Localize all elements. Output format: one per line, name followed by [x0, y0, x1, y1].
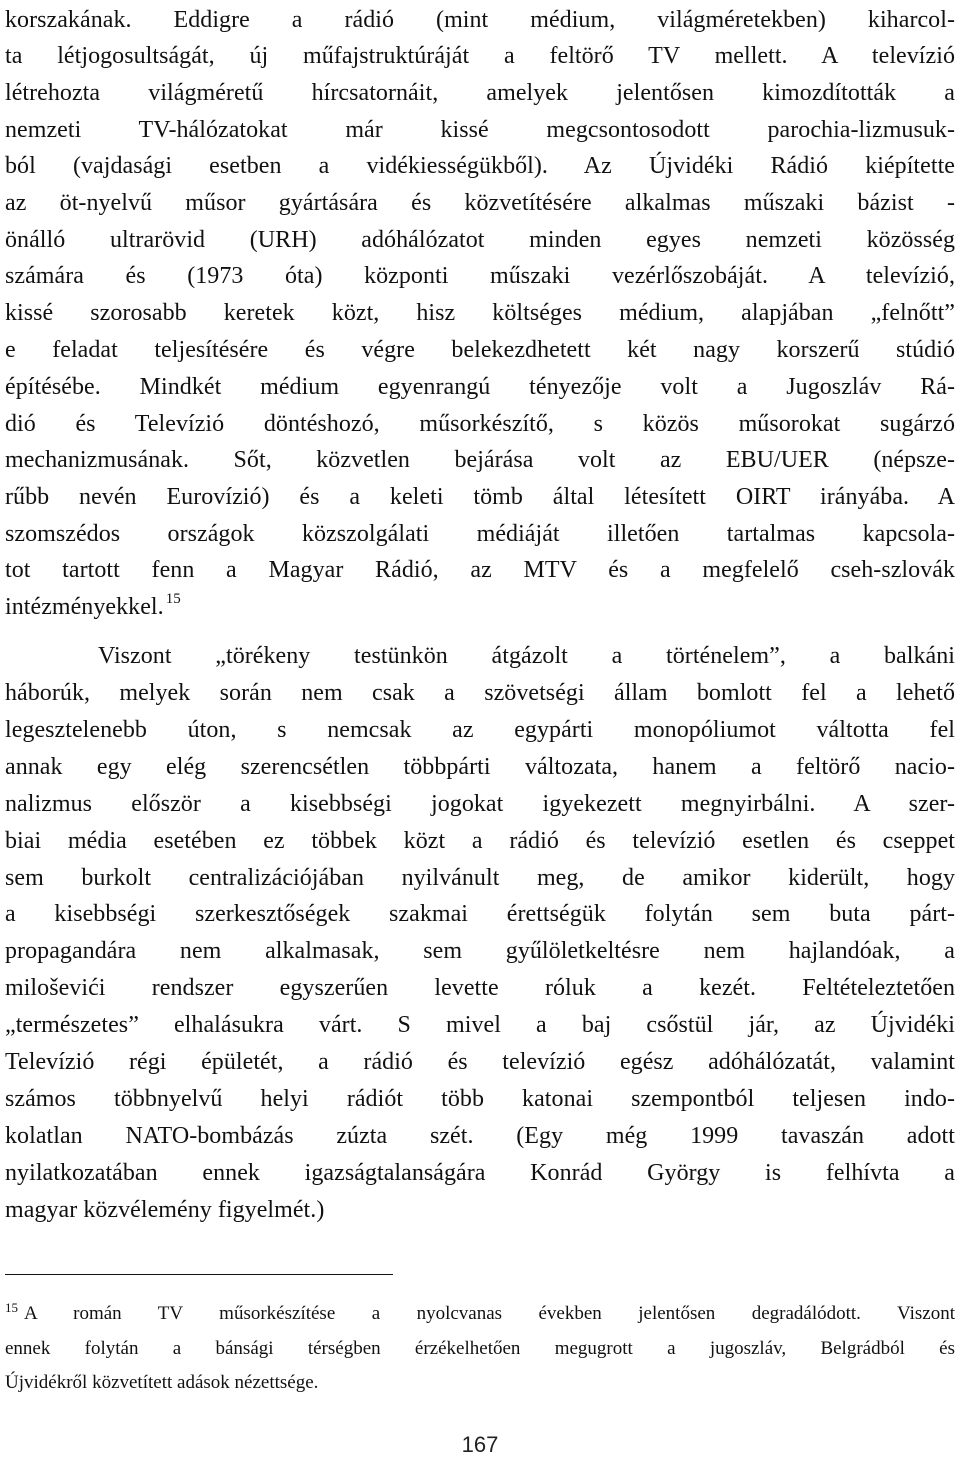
- footnote-number: 15: [5, 1300, 18, 1315]
- page-number: 167: [461, 1432, 499, 1457]
- footnote-line: ennek folytán a bánsági térségben érzékelhetően megugrott a jugoszláv, Belgrádból és: [5, 1338, 955, 1359]
- body-line: kolatlan NATO-bombázás zúzta szét. (Egy még 1999 tavaszán adott: [5, 1123, 955, 1149]
- footnote-line: [5, 1298, 955, 1330]
- footnote-separator: [5, 1274, 393, 1275]
- body-line: nalizmus először a kisebbségi jogokat igyekezett megnyirbálni. A szer-: [5, 791, 955, 817]
- body-line: szomszédos országok közszolgálati médiáját illetően tartalmas kapcsola-: [5, 521, 955, 547]
- body-line: nyilatkozatában ennek igazságtalanságára Konrád György is felhívta a: [5, 1160, 955, 1186]
- body-line: korszakának. Eddigre a rádió (mint médium, világméretekben) kiharcol-: [5, 7, 955, 33]
- body-line: Viszont „törékeny testünkön átgázolt a történelem”, a balkáni: [98, 643, 955, 669]
- body-line: építésébe. Mindkét médium egyenrangú tényezője volt a Jugoszláv Rá-: [5, 374, 955, 400]
- body-line: sem burkolt centralizációjában nyilvánult meg, de amikor kiderült, hogy: [5, 865, 955, 891]
- body-line: biai média esetében ez többek közt a rádió és televízió esetlen és cseppet: [5, 828, 955, 854]
- body-line: rűbb nevén Eurovízió) és a keleti tömb által létesített OIRT irányába. A: [5, 484, 955, 510]
- body-line: annak egy elég szerencsétlen többpárti változata, hanem a feltörő nacio-: [5, 754, 955, 780]
- footnote-text: A román TV műsorkészítése a nyolcvanas években jelentősen degradálódott. Viszont: [24, 1303, 955, 1324]
- body-line: Televízió régi épületét, a rádió és televízió egész adóhálózatát, valamint: [5, 1049, 955, 1075]
- body-line: számára és (1973 óta) központi műszaki vezérlőszobáját. A televízió,: [5, 263, 955, 289]
- body-line: ból (vajdasági esetben a vidékiességükből). Az Újvidéki Rádió kiépítette: [5, 153, 955, 179]
- body-line: dió és Televízió döntéshozó, műsorkészítő, s közös műsorokat sugárzó: [5, 411, 955, 437]
- body-line: legesztelenebb úton, s nemcsak az egypárti monopóliumot váltotta fel: [5, 717, 955, 743]
- body-line: számos többnyelvű helyi rádiót több katonai szempontból teljesen indo-: [5, 1086, 955, 1112]
- body-line: tot tartott fenn a Magyar Rádió, az MTV és a megfelelő cseh-szlovák: [5, 557, 955, 583]
- body-line: kissé szorosabb keretek közt, hisz költséges médium, alapjában „felnőtt”: [5, 300, 955, 326]
- footnote-reference[interactable]: 15: [165, 591, 181, 607]
- body-line: [5, 587, 955, 627]
- body-line: e feladat teljesítésére és végre belekezdhetett két nagy korszerű stúdió: [5, 337, 955, 363]
- body-line: „természetes” elhalásukra várt. S mivel a baj csőstül jár, az Újvidéki: [5, 1012, 955, 1038]
- body-line: propagandára nem alkalmasak, sem gyűlöletkeltésre nem hajlandóak, a: [5, 938, 955, 964]
- body-line: háborúk, melyek során nem csak a szövetségi állam bomlott fel a lehető: [5, 680, 955, 706]
- body-line: nemzeti TV-hálózatokat már kissé megcsontosodott parochia-lizmusuk-: [5, 117, 955, 143]
- body-line: ta létjogosultságát, új műfajstruktúráját a feltörő TV mellett. A televízió: [5, 43, 955, 69]
- body-line: önálló ultrarövid (URH) adóhálózatot minden egyes nemzeti közösség: [5, 227, 955, 253]
- body-line: mechanizmusának. Sőt, közvetlen bejárása volt az EBU/UER (népsze-: [5, 447, 955, 473]
- body-line: a kisebbségi szerkesztőségek szakmai érettségük folytán sem buta párt-: [5, 901, 955, 927]
- body-line-text: intézményekkel.: [5, 594, 164, 620]
- body-line: az öt-nyelvű műsor gyártására és közvetítésére alkalmas műszaki bázist -: [5, 190, 955, 216]
- body-line: létrehozta világméretű hírcsatornáit, amelyek jelentősen kimozdították a: [5, 80, 955, 106]
- body-line: magyar közvélemény figyelmét.): [5, 1197, 325, 1223]
- footnote-line: Újvidékről közvetített adások nézettsége.: [5, 1372, 319, 1393]
- body-line: miloševići rendszer egyszerűen levette róluk a kezét. Feltételeztetően: [5, 975, 955, 1001]
